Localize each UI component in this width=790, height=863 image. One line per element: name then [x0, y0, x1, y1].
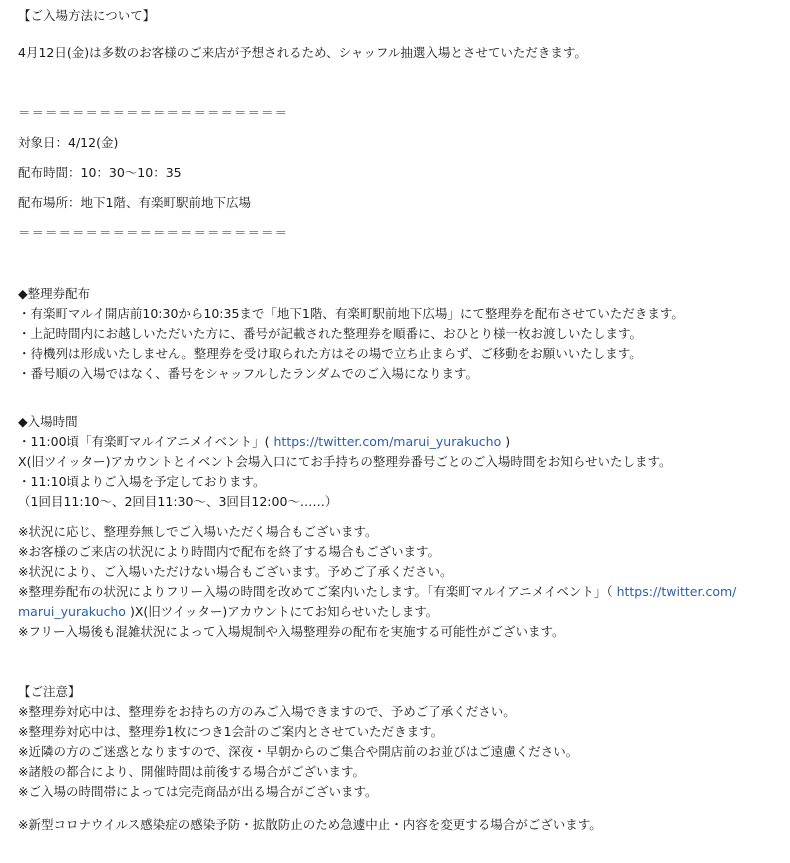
entry-time-line1 [18, 432, 510, 452]
caution-item: ※ご入場の時間帯によっては完売商品が出る場合がございます。 [18, 784, 378, 799]
note: ※状況により、ご入場いただけない場合もございます。予めご了承ください。 [18, 564, 453, 579]
entry-time-line1-prefix: ・11:00頃「有楽町マルイアニメイベント」( [18, 434, 270, 449]
ticket-distribution-item: ・番号順の入場ではなく、番号をシャッフルしたランダムでのご入場になります。 [18, 366, 479, 381]
entry-method-intro: 4月12日(金)は多数のお客様のご来店が予想されるため、シャッフル抽選入場とさせていただきます。 [18, 45, 587, 60]
entry-time-heading: ◆入場時間 [18, 414, 78, 429]
separator-bottom: ＝＝＝＝＝＝＝＝＝＝＝＝＝＝＝＝＝＝＝＝ [18, 225, 289, 240]
target-date: 対象日：4/12(金) [18, 135, 119, 150]
caution-item: ※近隣の方のご迷惑となりますので、深夜・早朝からのご集合や開店前のお並びはご遠慮ください。 [18, 744, 579, 759]
entry-time-line2: X(旧ツイッター)アカウントとイベント会場入口にてお手持ちの整理券番号ごとのご入場時間をお知らせいたします。 [18, 454, 672, 469]
caution-item: ※諸般の都合により、開催時間は前後する場合がございます。 [18, 764, 365, 779]
twitter-link-part2[interactable]: marui_yurakucho [18, 604, 126, 619]
entry-time-line3: ・11:10頃よりご入場を予定しております。 [18, 474, 266, 489]
twitter-link[interactable]: https://twitter.com/marui_yurakucho [269, 434, 506, 449]
entry-method-heading: 【ご入場方法について】 [18, 8, 156, 23]
distribution-place: 配布場所：地下1階、有楽町駅前地下広場 [18, 195, 251, 210]
note-free-entry [18, 582, 736, 602]
ticket-distribution-heading: ◆整理券配布 [18, 286, 91, 301]
ticket-distribution-item: ・待機列は形成いたしません。整理券を受け取られた方はその場で立ち止まらず、ご移動をお願いいたします。 [18, 346, 642, 361]
separator-top: ＝＝＝＝＝＝＝＝＝＝＝＝＝＝＝＝＝＝＝＝ [18, 105, 289, 120]
note: ※フリー入場後も混雑状況によって入場規制や入場整理券の配布を実施する可能性がございます。 [18, 624, 565, 639]
twitter-link-part1[interactable]: https://twitter.com/ [612, 584, 737, 599]
entry-time-line1-suffix: ) [505, 434, 511, 449]
distribution-time: 配布時間：10：30〜10：35 [18, 165, 182, 180]
note-free-entry-cont [18, 602, 438, 622]
caution-item: ※整理券対応中は、整理券をお持ちの方のみご入場できますので、予めご了承ください。 [18, 704, 516, 719]
caution-heading: 【ご注意】 [18, 684, 81, 699]
note: ※状況に応じ、整理券無しでご入場いただく場合もございます。 [18, 524, 378, 539]
note-free-entry-suffix: )X(旧ツイッター)アカウントにてお知らせいたします。 [125, 604, 439, 619]
ticket-distribution-item: ・上記時間内にお越しいただいた方に、番号が記載された整理券を順番に、おひとり様一枚お渡しいたします。 [18, 326, 643, 341]
caution-final: ※新型コロナウイルス感染症の感染予防・拡散防止のため急遽中止・内容を変更する場合がございます。 [18, 817, 602, 832]
ticket-distribution-item: ・有楽町マルイ開店前10:30から10:35まで「地下1階、有楽町駅前地下広場」にて整理券を配布させていただきます。 [18, 306, 684, 321]
note: ※お客様のご来店の状況により時間内で配布を終了する場合もございます。 [18, 544, 440, 559]
entry-time-schedule: （1回目11:10〜、2回目11:30〜、3回目12:00〜……） [18, 494, 338, 509]
caution-item: ※整理券対応中は、整理券1枚につき1会計のご案内とさせていただきます。 [18, 724, 444, 739]
note-free-entry-prefix: ※整理券配布の状況によりフリー入場の時間を改めてご案内いたします。「有楽町マルイアニメイベント」（ [18, 584, 613, 599]
